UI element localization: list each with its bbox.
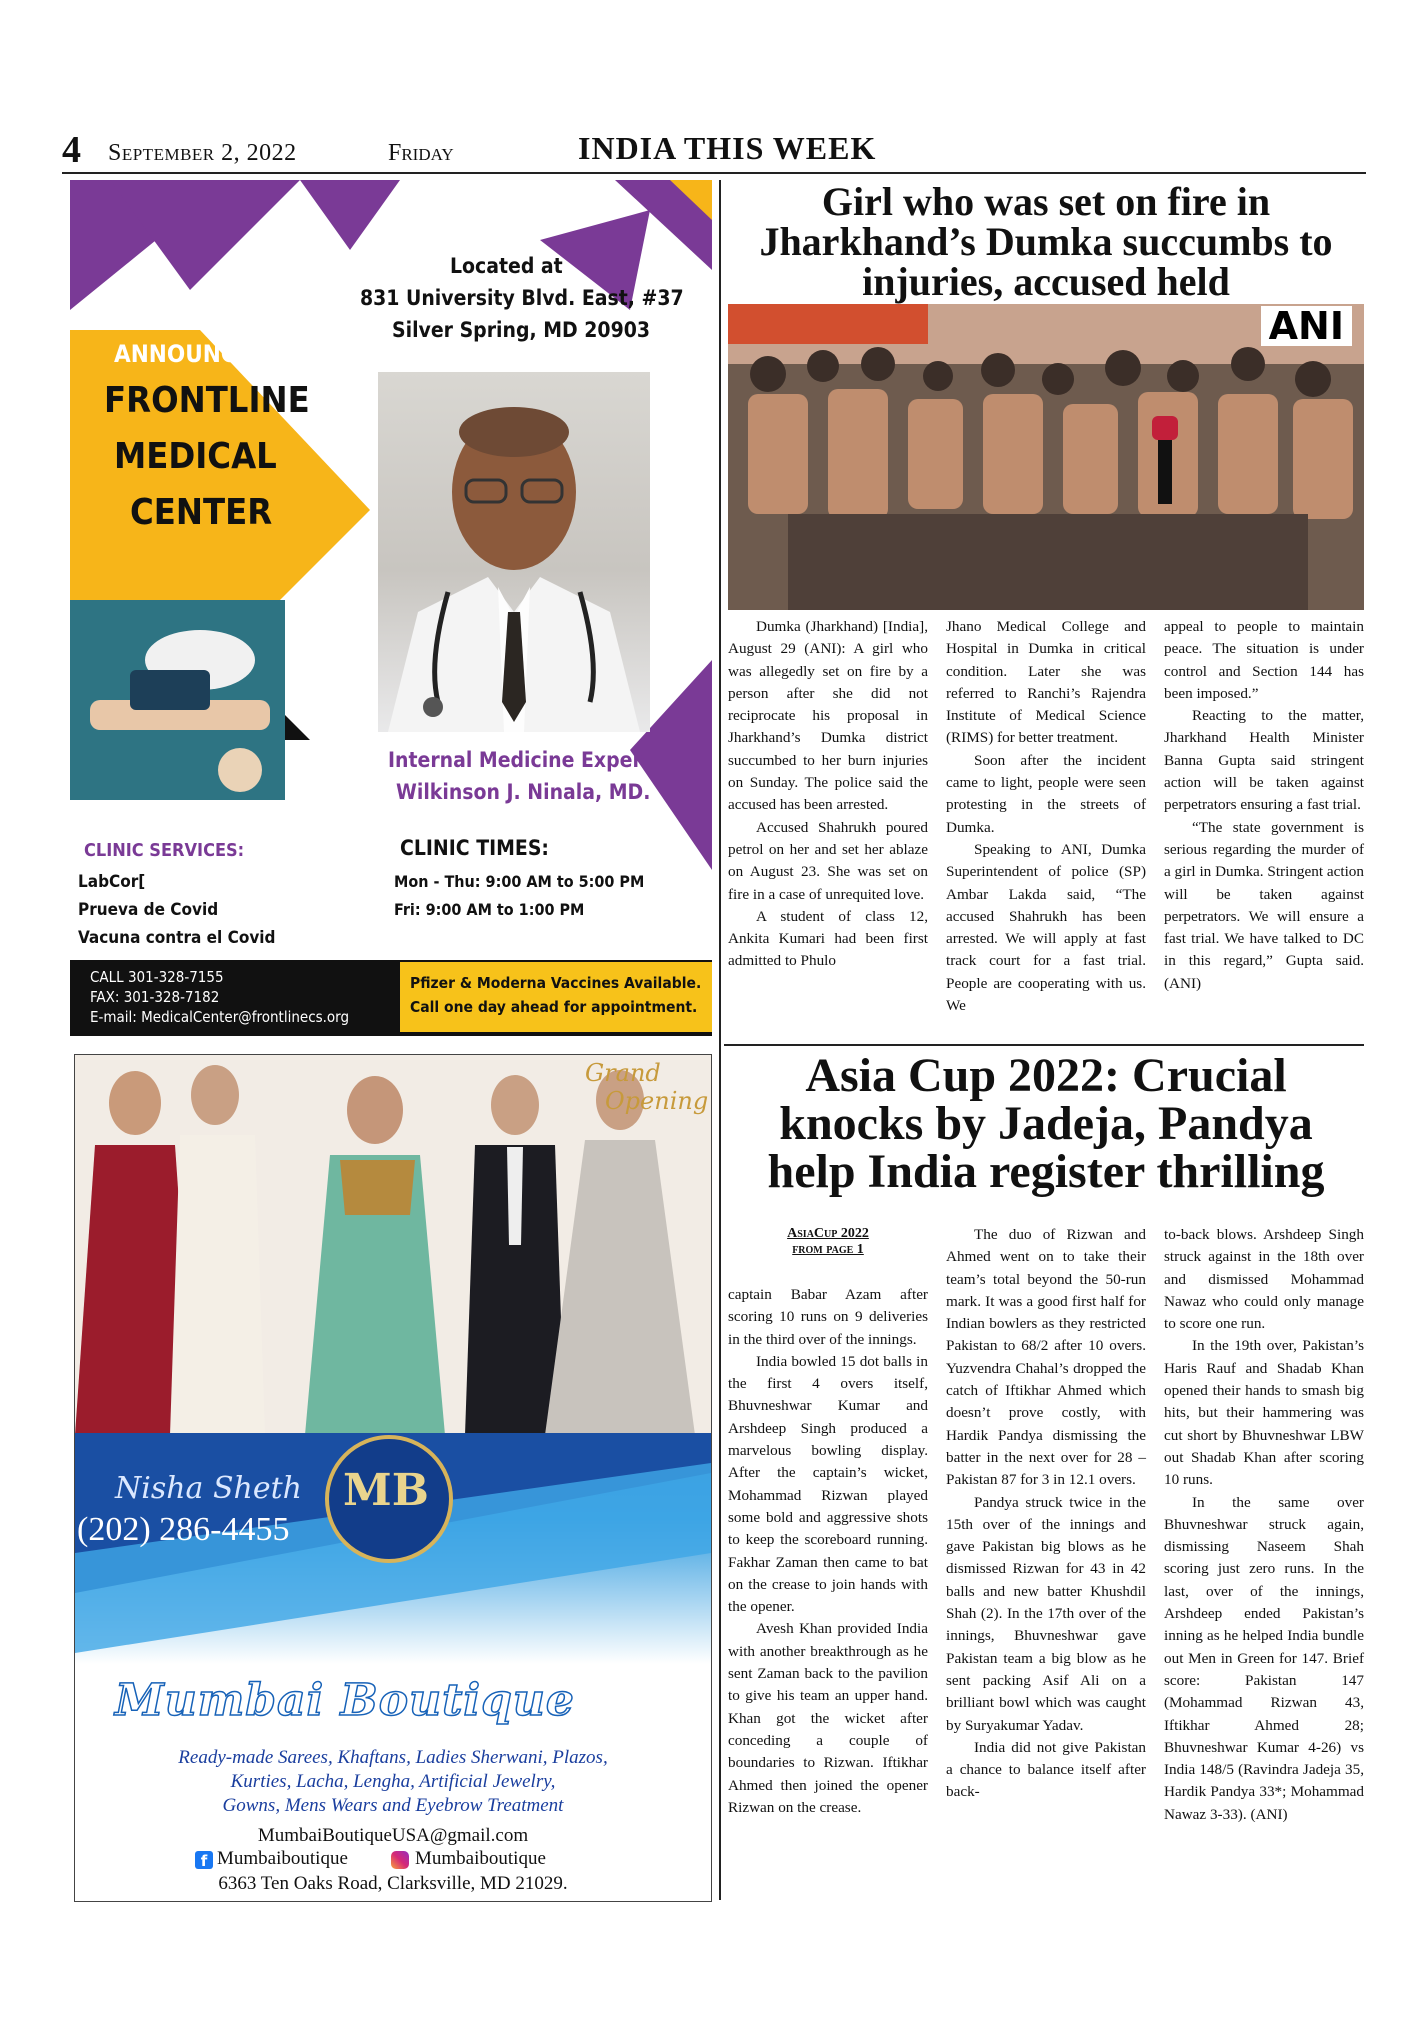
article2-column-1	[728, 1284, 928, 1819]
opening-label: Opening	[605, 1087, 709, 1115]
boutique-address: 6363 Ten Oaks Road, Clarksville, MD 21029.	[218, 1873, 568, 1894]
boutique-phone[interactable]: (202) 286-4455	[77, 1511, 290, 1548]
article1-column-3	[1164, 616, 1364, 995]
vaccine-notice-line2: Call one day ahead for appointment.	[410, 998, 698, 1016]
facebook-icon[interactable]: f	[195, 1851, 213, 1869]
clinic-name-line1: FRONTLINE	[104, 380, 310, 421]
headline-line: Jharkhand’s Dumka succumbs to	[759, 219, 1333, 264]
paragraph: In the same over Bhuvneshwar struck again, dismissing Naseem Shah scoring just zero runs. In the last, over of the innings, Arshdeep ended Pakistan’s inning as he helped India bundle out Men in Green for 147. Brief score: Pakistan 147 (Mohammad Rizwan 43, Iftikhar Ahmed 28; Bhuvneshwar Kumar 4-26) vs India 148/5 (Ravindra Jadeja 35, Hardik Pandya 33*; Mohammad Nawaz 3-33). (ANI)	[1164, 1493, 1364, 1823]
jump-label-line2: from page 1	[792, 1242, 864, 1257]
article1-headline[interactable]	[728, 179, 1364, 304]
boutique-desc-line2: Kurties, Lacha, Lengha, Artificial Jewelry,	[230, 1771, 556, 1792]
doctor-name: Wilkinson J. Ninala, MD.	[396, 780, 651, 804]
doctor-photo	[378, 372, 650, 732]
vaccine-notice-line1: Pfizer & Moderna Vaccines Available.	[410, 974, 702, 992]
announcing-label: ANNOUNCING	[114, 340, 281, 368]
issue-day: Friday	[388, 140, 454, 166]
instagram-icon[interactable]	[391, 1851, 409, 1869]
location-label: Located at	[450, 254, 563, 278]
location-street: 831 University Blvd. East, #37	[360, 286, 684, 310]
facebook-handle[interactable]: Mumbaiboutique	[217, 1848, 348, 1869]
paragraph: Soon after the incident came to light, people were seen protesting in the streets of Dumka.	[946, 751, 1146, 836]
clinic-name-line2: MEDICAL	[114, 436, 277, 477]
paragraph: In the 19th over, Pakistan’s Haris Rauf and Shadab Khan opened their hands to smash big hits, but their hammering was cut short by Bhuvneshwar LBW out Shadab Khan after scoring 10 runs.	[1164, 1337, 1364, 1489]
jump-label-line1: AsiaCup 2022	[787, 1226, 869, 1241]
boutique-desc-line3: Gowns, Mens Wears and Eyebrow Treatment	[222, 1795, 564, 1816]
mumbai-boutique-ad[interactable]	[74, 1054, 712, 1902]
expert-title: Internal Medicine Expert	[388, 748, 651, 772]
service-item: LabCor[	[78, 872, 146, 892]
article2-column-2	[946, 1224, 1146, 1804]
email-link[interactable]: E-mail: MedicalCenter@frontlinecs.org	[90, 1008, 350, 1026]
paragraph: appeal to people to maintain peace. The situation is under control and Section 144 has been imposed.”	[1164, 618, 1364, 702]
protest-crowd-illustration	[728, 304, 1364, 610]
paragraph: Jhano Medical College and Hospital in Dumka in critical condition. Later she was referred to Ranchi’s Rajendra Institute of Medical Science (RIMS) for better treatment.	[946, 618, 1146, 747]
service-item: Prueva de Covid	[78, 900, 219, 920]
masthead-rule	[62, 172, 1366, 174]
mb-logo: MB	[343, 1465, 429, 1516]
times-fri: Fri: 9:00 AM to 1:00 PM	[394, 900, 585, 919]
article-divider	[724, 1044, 1364, 1046]
article1-protest-photo	[728, 304, 1364, 610]
service-item: Vacuna contra el Covid	[78, 928, 276, 948]
paragraph: to-back blows. Arshdeep Singh struck against in the 18th over and dismissed Mohammad Nawaz who could only manage to score one run.	[1164, 1226, 1364, 1333]
paragraph: Accused Shahrukh poured petrol on her and set her ablaze on August 23. She was set on fire in a case of unrequited love.	[728, 818, 928, 903]
services-title: CLINIC SERVICES:	[84, 840, 245, 861]
article2-column-3	[1164, 1224, 1364, 1826]
headline-line: injuries, accused held	[862, 259, 1230, 304]
boutique-email[interactable]: MumbaiBoutiqueUSA@gmail.com	[257, 1825, 529, 1846]
boutique-desc-line1: Ready-made Sarees, Khaftans, Ladies Sherwani, Plazos,	[178, 1747, 608, 1768]
paragraph: A student of class 12, Ankita Kumari had been first admitted to Phulo	[728, 907, 928, 970]
headline-line: Girl who was set on fire in	[821, 179, 1271, 224]
doctor-illustration	[378, 372, 650, 732]
phone-number[interactable]: CALL 301-328-7155	[90, 968, 224, 986]
times-title: CLINIC TIMES:	[400, 836, 549, 860]
paragraph: India did not give Pakistan a chance to balance itself after back-	[946, 1738, 1146, 1801]
column-divider	[719, 180, 721, 1900]
boutique-name: Mumbai Boutique	[115, 1675, 575, 1726]
grand-label: Grand	[585, 1059, 661, 1087]
paragraph: The duo of Rizwan and Ahmed went on to take their team’s total beyond the 50-run mark. It was a good first half for Indian bowlers as they restricted Pakistan to 68/2 after 10 overs. Yuzvendra Chahal’s dropped the catch of Iftikhar Ahmed which doesn’t prove costly, with Hardik Pandya dismissing the batter in the next over for 28 – Pakistan 87 for 3 in 12.1 overs.	[946, 1226, 1146, 1489]
clinic-name-line3: CENTER	[130, 492, 273, 533]
article1-column-2	[946, 616, 1146, 1017]
paragraph: Avesh Khan provided India with another breakthrough as he sent Zaman back to the pavilion to give his team an upper hand. Khan got the wicket after conceding a couple of boundaries to Rizwan. Iftikhar Ahmed then joined the opener Rizwan on the crease.	[728, 1620, 928, 1816]
headline-line: help India register thrilling	[767, 1145, 1325, 1198]
headline-line: knocks by Jadeja, Pandya	[779, 1097, 1313, 1150]
times-mon-thu: Mon - Thu: 9:00 AM to 5:00 PM	[394, 872, 645, 891]
owner-name: Nisha Sheth	[115, 1471, 302, 1506]
page-number: 4	[62, 129, 81, 171]
issue-date: September 2, 2022	[108, 140, 297, 166]
instagram-handle[interactable]: Mumbaiboutique	[415, 1848, 546, 1869]
article1-column-1	[728, 616, 928, 973]
paragraph: Speaking to ANI, Dumka Superintendent of police (SP) Ambar Lakda said, “The accused Shahrukh has been arrested. We will apply at fast track court for a fast trial. People are cooperating with us. We	[946, 840, 1146, 1015]
vaccine-notice-box	[400, 962, 712, 1032]
ani-logo: ANI	[1261, 306, 1352, 346]
paragraph: India bowled 15 dot balls in the first 4 overs itself, Bhuvneshwar Kumar and Arshdeep Singh produced a marvelous bowling display. After the captain’s wicket, Mohammad Rizwan played some bold and aggressive shots to keep the scoreboard running. Fakhar Zaman then came to bat on the crease to join hands with the opener.	[728, 1352, 928, 1616]
paragraph: Pandya struck twice in the 15th over of the innings and gave Pakistan big blows as he dismissed Rizwan for 43 in 42 balls and new batter Khushdil Shah (2). In the 17th over of the innings, Bhuvneshwar gave Pakistan team a big blow as he sent packing Asif Ali on a brilliant bowl which was caught by Suryakumar Yadav.	[946, 1493, 1146, 1734]
paragraph: Dumka (Jharkhand) [India], August 29 (ANI): A girl who was allegedly set on fire by a person after she did not reciprocate his proposal in Jharkhand’s Dumka district succumbed to her burn injuries on Sunday. The police said the accused has been arrested.	[728, 618, 928, 814]
frontline-medical-ad[interactable]	[70, 180, 712, 1040]
fax-number: FAX: 301-328-7182	[90, 988, 220, 1006]
paragraph: “The state government is serious regarding the murder of a girl in Dumka. Stringent action will be taken against perpetrators. We will ensure a fast trial. We have talked to DC in this regard,” Gupta said. (ANI)	[1164, 818, 1364, 992]
paper-name: INDIA THIS WEEK	[578, 130, 877, 166]
medical-photo	[70, 600, 285, 800]
paragraph: Reacting to the matter, Jharkhand Health Minister Banna Gupta said stringent action will be taken against perpetrators ensuring a fast trial.	[1164, 707, 1364, 814]
article2-headline[interactable]	[728, 1049, 1364, 1198]
paragraph: captain Babar Azam after scoring 10 runs on 9 deliveries in the third over of the innings.	[728, 1286, 928, 1348]
jump-label[interactable]	[728, 1226, 928, 1258]
headline-line: Asia Cup 2022: Crucial	[805, 1049, 1287, 1102]
location-city: Silver Spring, MD 20903	[392, 318, 651, 342]
